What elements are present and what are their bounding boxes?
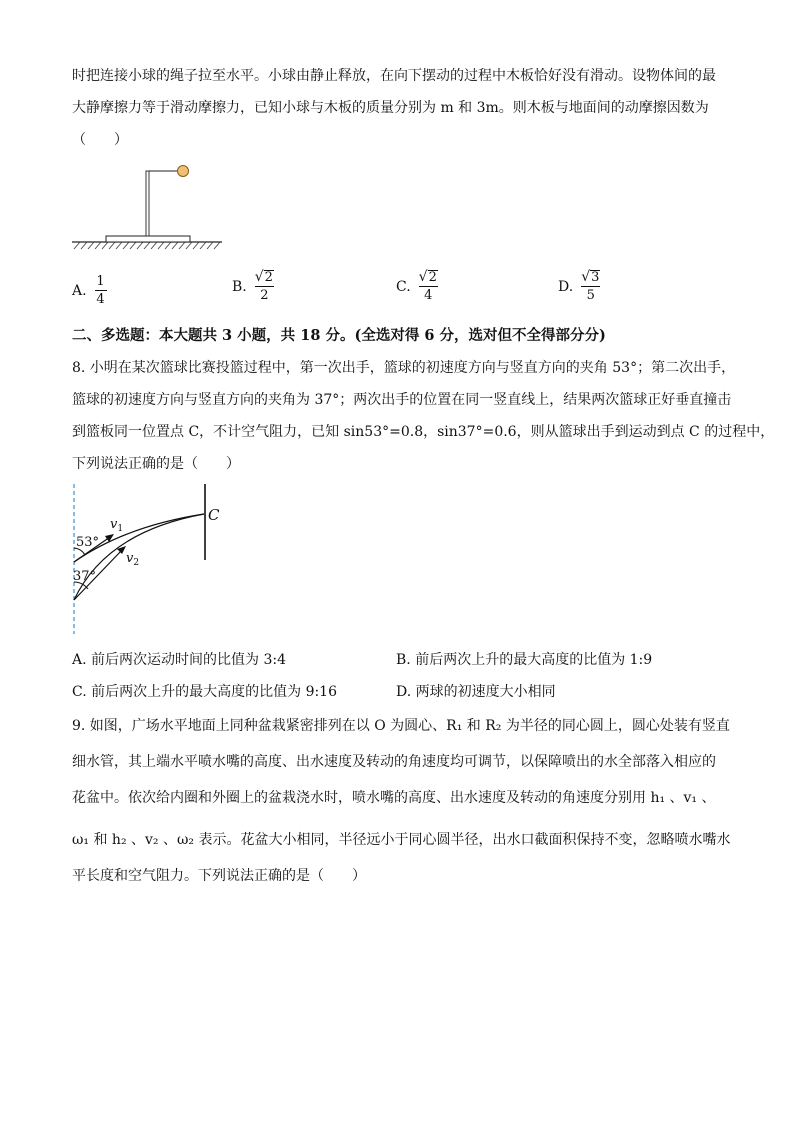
fraction-denominator: 4 (96, 292, 105, 307)
q8-option-c[interactable]: C. 前后两次上升的最大高度的比值为 9:16 (72, 684, 338, 700)
q8-option-a[interactable]: A. 前后两次运动时间的比值为 3:4 (72, 652, 286, 668)
sqrt-radical: √ 3 (581, 269, 600, 285)
q7-option-d[interactable] (558, 270, 600, 303)
option-label: A. (72, 282, 87, 299)
angle-53-label: 53° (76, 535, 100, 550)
sqrt-radical: √ 2 (254, 269, 273, 285)
q8-option-b[interactable]: B. 前后两次上升的最大高度的比值为 1:9 (396, 652, 653, 668)
option-label: D. (558, 278, 574, 295)
q7-text-line-2: 大静摩擦力等于滑动摩擦力，已知小球与木板的质量分别为 m 和 3m。则木板与地面间的动摩擦因数为 (72, 100, 709, 116)
section-heading: 二、多选题：本大题共 3 小题，共 18 分。(全选对得 6 分，选对但不全得部分分) (72, 327, 606, 344)
fraction-numerator: 1 (96, 274, 105, 289)
q8-text-line-2: 篮球的初速度方向与竖直方向的夹角为 37°；两次出手的位置在同一竖直线上，结果两次篮球正好垂直撞击 (72, 392, 732, 408)
q8-text-line-4: 下列说法正确的是（ ） (72, 456, 240, 472)
option-label: C. (396, 278, 411, 295)
fraction-denominator: 2 (260, 288, 269, 303)
q8-option-d[interactable]: D. 两球的初速度大小相同 (396, 684, 556, 700)
q9-text-line-2: 细水管，其上端水平喷水嘴的高度、出水速度及转动的角速度均可调节，以保障喷出的水全部落入相应的 (72, 754, 716, 770)
q9-text-line-3: 花盆中。依次给内圈和外圈上的盆栽浇水时，喷水嘴的高度、出水速度及转动的角速度分别用 h₁ 、v₁ 、 (72, 790, 716, 806)
point-c-label: C (208, 506, 220, 524)
fraction-denominator: 4 (424, 288, 433, 303)
q8-text-line-3: 到篮板同一位置点 C，不计空气阻力，已知 sin53°=0.8，sin37°=0.6，则从篮球出手到运动到点 C 的过程中， (72, 424, 775, 440)
q9-text-line-4: ω₁ 和 h₂ 、v₂ 、ω₂ 表示。花盆大小相同，半径远小于同心圆半径，出水口截面积保持不变，忽略喷水嘴水 (72, 832, 731, 848)
q7-option-c[interactable] (396, 270, 438, 303)
angle-37-label: 37° (73, 569, 97, 584)
v2-label: $v_2$ (126, 551, 140, 568)
q7-pendulum-figure (70, 160, 230, 255)
q8-basketball-figure (66, 482, 236, 637)
sqrt-radical: √ 2 (418, 269, 437, 285)
q7-text-line-3: （ ） (72, 132, 128, 148)
q7-option-b[interactable] (232, 270, 274, 303)
q8-text-line-1: 8. 小明在某次篮球比赛投篮过程中，第一次出手，篮球的初速度方向与竖直方向的夹角 53°；第二次出手， (72, 360, 736, 376)
q7-option-a[interactable] (72, 274, 107, 307)
option-label: B. (232, 278, 247, 295)
q9-text-line-5: 平长度和空气阻力。下列说法正确的是（ ） (72, 868, 366, 884)
q9-text-line-1: 9. 如图，广场水平地面上同种盆栽紧密排列在以 O 为圆心、R₁ 和 R₂ 为半径的同心圆上，圆心处装有竖直 (72, 718, 730, 734)
v1-label: $v_1$ (110, 517, 124, 534)
q7-text-line-1: 时把连接小球的绳子拉至水平。小球由静止释放，在向下摆动的过程中木板恰好没有滑动。设物体间的最 (72, 68, 716, 84)
fraction-denominator: 5 (586, 288, 595, 303)
